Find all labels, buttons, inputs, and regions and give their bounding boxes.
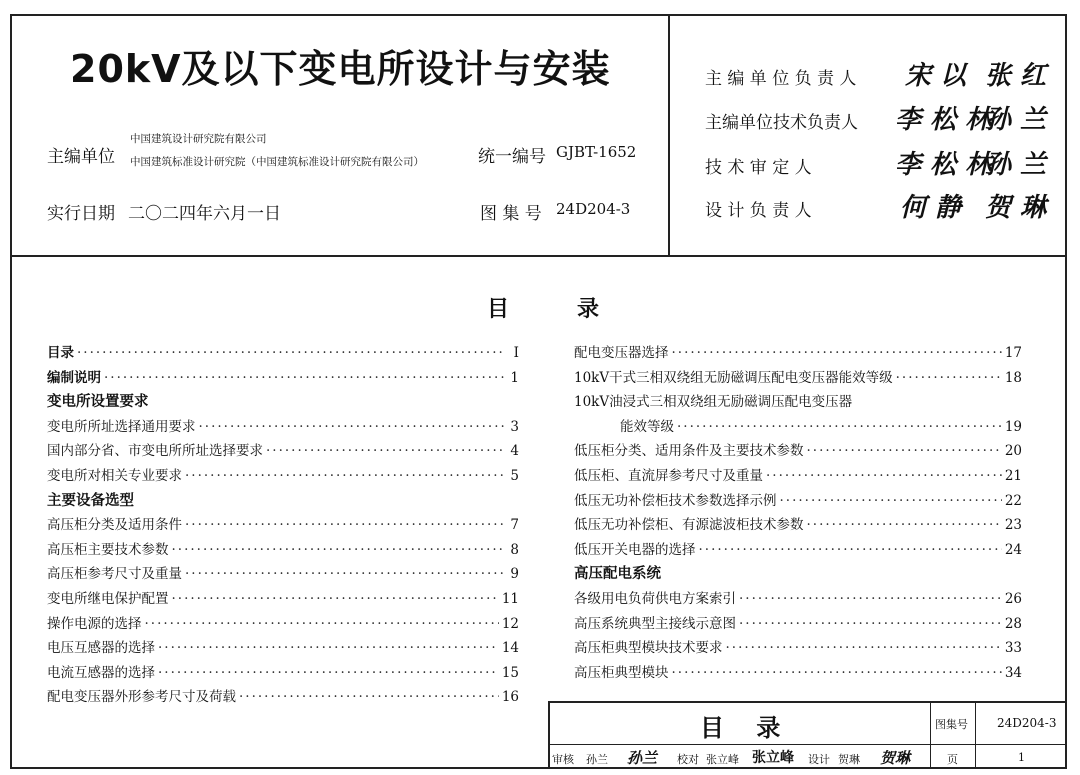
toc-entry-title: 配电变压器外形参考尺寸及荷载	[47, 689, 236, 706]
toc-entry[interactable]	[574, 661, 1022, 683]
toc-page-number: 15	[501, 664, 519, 681]
editor-label: 主编单位	[47, 147, 115, 167]
toc-entry-title: 变电所对相关专业要求	[47, 468, 182, 484]
toc-entry-title: 10kV油浸式三相双绕组无励磁调压配电变压器	[574, 394, 853, 411]
toc-leader-dots	[158, 640, 499, 656]
toc-entry-title: 高压柜典型模块	[574, 664, 669, 681]
toc-page-number: 26	[1004, 591, 1022, 607]
toc-page-number: 22	[1004, 492, 1022, 509]
toc-page-number: I	[513, 345, 519, 361]
role-reviewer: 技 术 审 定 人	[705, 158, 812, 178]
toc-entry-title: 变电所所址选择通用要求	[47, 418, 196, 435]
toc-leader-dots	[807, 517, 1002, 533]
toc-entry-title: 电流互感器的选择	[47, 664, 155, 681]
toc-entry-title: 配电变压器选择	[574, 345, 669, 361]
toc-heading-1: 目	[487, 296, 510, 322]
toc-page-number: 34	[1004, 664, 1022, 681]
toc-entry[interactable]	[574, 513, 1022, 535]
toc-leader-dots	[677, 419, 1002, 435]
toc-entry[interactable]	[47, 415, 519, 437]
toc-entry[interactable]	[47, 439, 519, 461]
review-label: 审核	[552, 753, 574, 766]
toc-entry[interactable]	[574, 464, 1022, 486]
toc-page-number: 28	[1004, 615, 1022, 632]
toc-entry[interactable]	[47, 661, 519, 683]
toc-entry[interactable]	[574, 439, 1022, 461]
toc-entry-title: 低压无功补偿柜、有源滤波柜技术参数	[574, 517, 804, 534]
toc-leader-dots	[766, 468, 1002, 484]
toc-leader-dots	[672, 345, 1002, 361]
page-label: 页	[947, 753, 958, 766]
toc-entry[interactable]	[47, 636, 519, 658]
toc-entry-title: 国内部分省、市变电所所址选择要求	[47, 443, 263, 460]
toc-page-number: 5	[510, 468, 519, 484]
atlas-no-label: 图集号	[935, 718, 968, 731]
toc-leader-dots	[699, 542, 1002, 558]
toc-page-number: 19	[1004, 418, 1022, 435]
toc-entry[interactable]	[47, 538, 519, 560]
toc-entry[interactable]	[47, 366, 519, 388]
toc-entry[interactable]	[574, 538, 1022, 560]
toc-page-number: 33	[1004, 640, 1022, 657]
role-chief-unit: 主 编 单 位 负 责 人	[705, 69, 857, 89]
toc-leader-dots	[239, 689, 499, 705]
atlas-label: 图 集 号	[480, 204, 542, 224]
toc-page-number: 7	[510, 517, 519, 534]
toc-heading-2: 录	[577, 296, 600, 322]
toc-page-number: 23	[1004, 517, 1022, 534]
toc-page-number: 17	[1004, 345, 1022, 361]
toc-page-number: 8	[510, 541, 519, 558]
design-name: 贺琳	[838, 753, 860, 766]
toc-leader-dots	[172, 542, 505, 558]
toc-entry[interactable]	[574, 612, 1022, 634]
toc-leader-dots	[158, 665, 499, 681]
toc-entry[interactable]	[47, 513, 519, 535]
atlas-title: 20kV及以下变电所设计与安装	[70, 47, 611, 91]
toc-entry-title: 10kV干式三相双绕组无励磁调压配电变压器能效等级	[574, 369, 893, 386]
toc-leader-dots	[739, 616, 1002, 632]
toc-leader-dots	[807, 443, 1002, 459]
toc-entry[interactable]	[574, 366, 1022, 388]
signature-tech-1: 李 松 林	[895, 105, 992, 135]
signature-chief-1: 宋 以	[905, 61, 967, 91]
role-designer: 设 计 负 责 人	[705, 201, 812, 221]
role-tech-chief: 主编单位技术负责人	[705, 113, 858, 133]
signature-review-2: 孙 兰	[985, 150, 1047, 180]
check-name: 张立峰	[706, 753, 739, 766]
toc-entry[interactable]	[574, 489, 1022, 511]
review-signature: 孙兰	[627, 749, 658, 767]
toc-entry[interactable]	[574, 341, 1022, 363]
toc-leader-dots	[266, 443, 504, 459]
toc-entry-title: 目录	[47, 345, 74, 361]
editor-unit-2: 中国建筑标准设计研究院（中国建筑标准设计研究院有限公司）	[130, 156, 424, 168]
toc-entry-title: 低压柜、直流屏参考尺寸及重量	[574, 468, 763, 484]
toc-page-number: 20	[1004, 443, 1022, 460]
page-value: 1	[1018, 751, 1025, 764]
signature-chief-2: 张 红	[985, 61, 1047, 91]
review-name: 孙兰	[586, 753, 608, 766]
toc-leader-dots	[185, 566, 504, 582]
date-value: 二〇二四年六月一日	[128, 204, 281, 224]
toc-entry-title: 操作电源的选择	[47, 615, 142, 632]
toc-page-number: 9	[510, 566, 519, 583]
toc-leader-dots	[780, 493, 1002, 509]
toc-page-number: 11	[501, 591, 519, 607]
atlas-value: 24D204-3	[556, 200, 631, 218]
signature-review-1: 李 松 林	[895, 150, 992, 180]
check-label: 校对	[677, 753, 699, 766]
toc-entry-title: 能效等级	[620, 418, 674, 435]
toc-entry-title: 高压柜主要技术参数	[47, 541, 169, 558]
code-value: GJBT-1652	[556, 143, 637, 161]
toc-leader-dots	[185, 468, 504, 484]
toc-page-number: 14	[501, 640, 519, 657]
title-block-title: 目 录	[700, 713, 793, 742]
toc-leader-dots	[104, 370, 504, 386]
toc-entry-title: 低压柜分类、适用条件及主要技术参数	[574, 443, 804, 460]
toc-section-heading: 主要设备选型	[47, 491, 134, 509]
toc-entry[interactable]	[47, 341, 519, 363]
check-signature: 张立峰	[752, 750, 794, 766]
toc-page-number: 16	[501, 689, 519, 706]
toc-entry[interactable]	[47, 685, 519, 707]
toc-section-heading: 高压配电系统	[574, 565, 661, 583]
toc-entry-title: 高压柜参考尺寸及重量	[47, 566, 182, 583]
toc-page-number: 18	[1004, 369, 1022, 386]
signature-design-2: 贺 琳	[985, 193, 1047, 223]
title-block-col	[975, 701, 976, 769]
design-label: 设计	[808, 753, 830, 766]
toc-entry-title: 电压互感器的选择	[47, 640, 155, 657]
toc-leader-dots	[199, 419, 505, 435]
toc-entry-title: 各级用电负荷供电方案索引	[574, 591, 736, 607]
toc-entry[interactable]	[47, 587, 519, 609]
toc-entry[interactable]	[620, 415, 1022, 437]
toc-entry[interactable]	[47, 562, 519, 584]
code-label: 统一编号	[478, 147, 546, 167]
toc-leader-dots	[672, 665, 1002, 681]
toc-page-number: 4	[510, 443, 519, 460]
toc-leader-dots	[172, 591, 499, 607]
toc-entry[interactable]	[47, 464, 519, 486]
toc-entry-title: 高压柜典型模块技术要求	[574, 640, 723, 657]
atlas-no-value: 24D204-3	[997, 716, 1057, 730]
toc-entry-title: 低压无功补偿柜技术参数选择示例	[574, 492, 777, 509]
header-column-divider	[668, 14, 670, 255]
signature-design-1: 何 静	[900, 193, 962, 223]
toc-page-number: 1	[510, 369, 519, 386]
toc-entry-title: 变电所继电保护配置	[47, 591, 169, 607]
editor-unit-1: 中国建筑设计研究院有限公司	[130, 133, 267, 145]
toc-entry[interactable]	[47, 612, 519, 634]
toc-entry-title: 编制说明	[47, 369, 101, 386]
title-block-col	[930, 701, 931, 769]
toc-entry-title: 高压系统典型主接线示意图	[574, 615, 736, 632]
toc-leader-dots	[896, 370, 1002, 386]
toc-entry[interactable]	[574, 636, 1022, 658]
toc-page-number: 12	[501, 615, 519, 632]
toc-leader-dots	[726, 640, 1002, 656]
toc-entry-title: 高压柜分类及适用条件	[47, 517, 182, 534]
toc-entry-title: 低压开关电器的选择	[574, 541, 696, 558]
toc-page-number: 3	[510, 418, 519, 435]
design-signature: 贺琳	[880, 749, 911, 767]
toc-leader-dots	[145, 616, 499, 632]
toc-leader-dots	[185, 517, 504, 533]
toc-page-number: 24	[1004, 541, 1022, 558]
date-label: 实行日期	[47, 204, 115, 224]
toc-leader-dots	[77, 345, 504, 361]
signature-tech-2: 孙 兰	[985, 105, 1047, 135]
toc-section-heading: 变电所设置要求	[47, 393, 149, 411]
title-block-divider	[548, 744, 1067, 745]
header-divider	[10, 255, 1067, 257]
toc-leader-dots	[739, 591, 1002, 607]
toc-page-number: 21	[1004, 468, 1022, 484]
toc-entry[interactable]	[574, 587, 1022, 609]
